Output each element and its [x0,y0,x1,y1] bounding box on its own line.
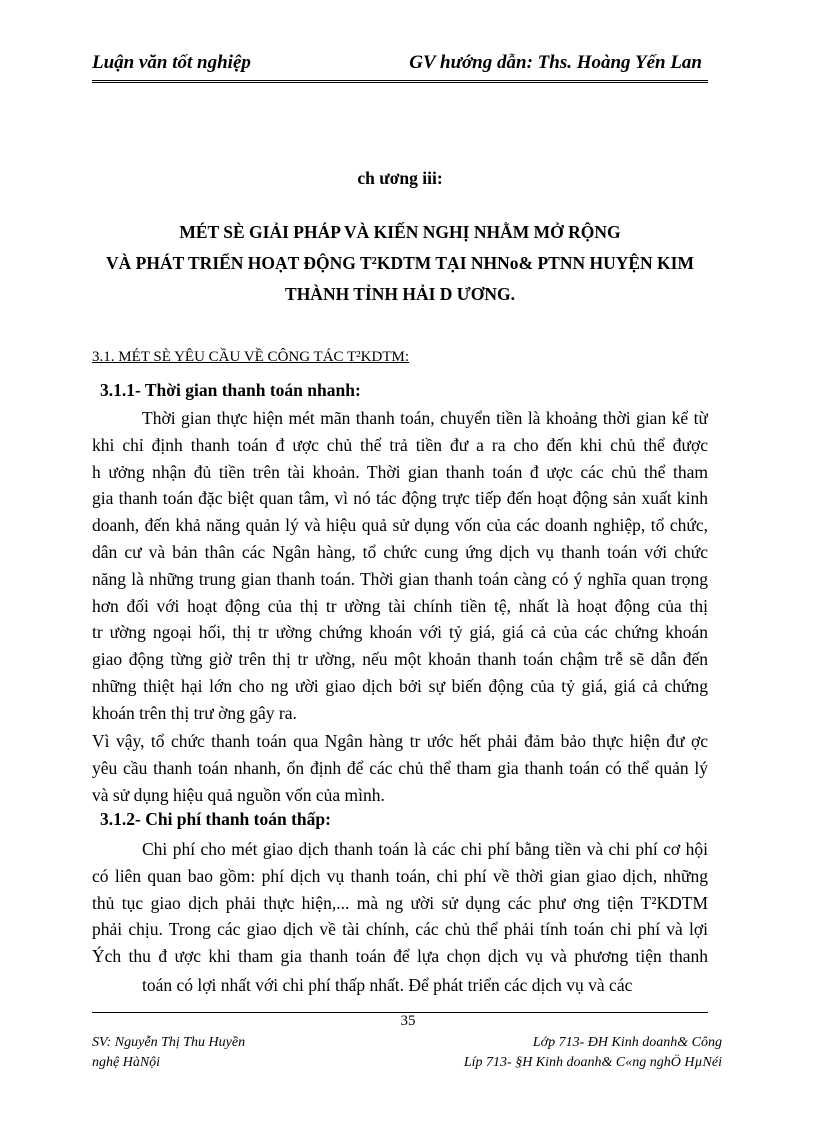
text-line: khoán trên thị trư ờng gây ra. [92,702,297,723]
text-line: Thời gian thực hiện mét mãn thanh toán, chuyển tiền là khoảng thời gian kể từ [142,408,708,428]
text-line: dân cư và bản thân các Ngân hàng, tổ chức cung ứng dịch vụ thanh toán với chức [92,541,708,562]
paragraph-payment-time [92,405,708,727]
subsection-heading-1: 3.1.1- Thời gian thanh toán nhanh: [100,380,361,400]
text-line: yêu cầu thanh toán nhanh, ổn định để các chủ thể tham gia thanh toán có thể quản lý [92,757,708,778]
text-line: h ưởng nhận đủ tiền trên tài khoản. Thời gian thanh toán đ ược các chủ thể tham [92,461,708,482]
page-number: 35 [400,1013,416,1029]
text-line: những thiệt hại lớn cho ng ười giao dịch bởi sự biến động của tỷ giá, giá cả chứng [92,675,708,696]
text-line: khi chỉ định thanh toán đ ược chủ thể trả tiền đư a ra cho đến khi chủ thể được [92,434,708,455]
text-line: toán có lợi nhất với chi phí thấp nhất. Để phát triển các dịch vụ và các [142,975,633,995]
paragraph-continuation [142,972,702,999]
page-header [92,50,708,83]
text-line: tr ường ngoại hối, thị tr ường chứng khoán với tỷ giá, giá cả của các chứng khoán [92,622,708,643]
text-line: gia thanh toán đặc biệt quan tâm, vì nó tác động trực tiếp đến hoạt động sản xuất kinh [92,488,708,509]
paragraph-therefore [92,728,708,808]
text-line: và sử dụng hiệu quả nguồn vốn của mình. [92,784,385,805]
text-line: doanh, đến khả năng quản lý và hiệu quả sử dụng vốn của các doanh nghiệp, tổ chức, [92,515,708,536]
text-line: năng là những trung gian thanh toán. Thời gian thanh toán càng có ý nghĩa quan trọng [92,568,708,589]
footer-class-info: Lớp 713- ĐH Kinh doanh& Công [532,1035,722,1050]
chapter-label: ch ương iii: [357,168,443,188]
footer-student-name: SV: Nguyễn Thị Thu Huyền [92,1035,246,1050]
text-line: hơn đối với hoạt động của thị tr ường tài chính tiền tệ, nhất là hoạt động của thị [92,595,708,616]
chapter-title-line-2: VÀ PHÁT TRIỂN HOẠT ĐỘNG T²KDTM TẠI NHNo& PTNN HUYỆN KIM [106,253,694,273]
text-line: Chi phí cho mét giao dịch thanh toán là các chi phí bằng tiền và chi phí cơ hội [142,839,708,859]
paragraph-payment-cost [92,836,708,970]
header-thesis-label: Luận văn tốt nghiệp [92,52,251,73]
footer-class-info-legacy: Líp 713- §H Kinh doanh& C«ng nghÖ HµNéi [463,1055,722,1070]
chapter-title-line-1: MÉT SÈ GIẢI PHÁP VÀ KIẾN NGHỊ NHẰM MỞ RỘNG [179,222,621,242]
text-line: Ých thu đ ược khi tham gia thanh toán để lựa chọn dịch vụ và phương tiện thanh [92,946,708,967]
text-line: Vì vậy, tổ chức thanh toán qua Ngân hàng tr ước hết phải đảm bảo thực hiện đư ợc [92,731,708,751]
subsection-heading-2: 3.1.2- Chi phí thanh toán thấp: [100,809,331,829]
text-line: thủ tục giao dịch phải thực hiện,... mà ng ười sử dụng các phư ơng tiện T²KDTM [92,892,708,913]
header-advisor: GV hướng dẫn: Ths. Hoàng Yến Lan [409,52,702,73]
text-line: có liên quan bao gồm: phí dịch vụ thanh toán, chi phí về thời gian giao dịch, những [92,865,708,886]
section-heading: 3.1. MÉT SÈ YÊU CẦU VỀ CÔNG TÁC T²KDTM: [92,349,410,365]
footer-class-info-continued: nghệ HàNội [92,1055,161,1070]
chapter-title-line-3: THÀNH TỈNH HẢI D ƯƠNG. [285,284,515,304]
text-line: phải chịu. Trong các giao dịch về tài chính, các chủ thể phải tính toán chi phí và lợi [92,919,708,940]
text-line: giao động từng giờ trên thị tr ường, nếu một khoản thanh toán chậm trễ sẽ dẫn đến [92,649,708,670]
